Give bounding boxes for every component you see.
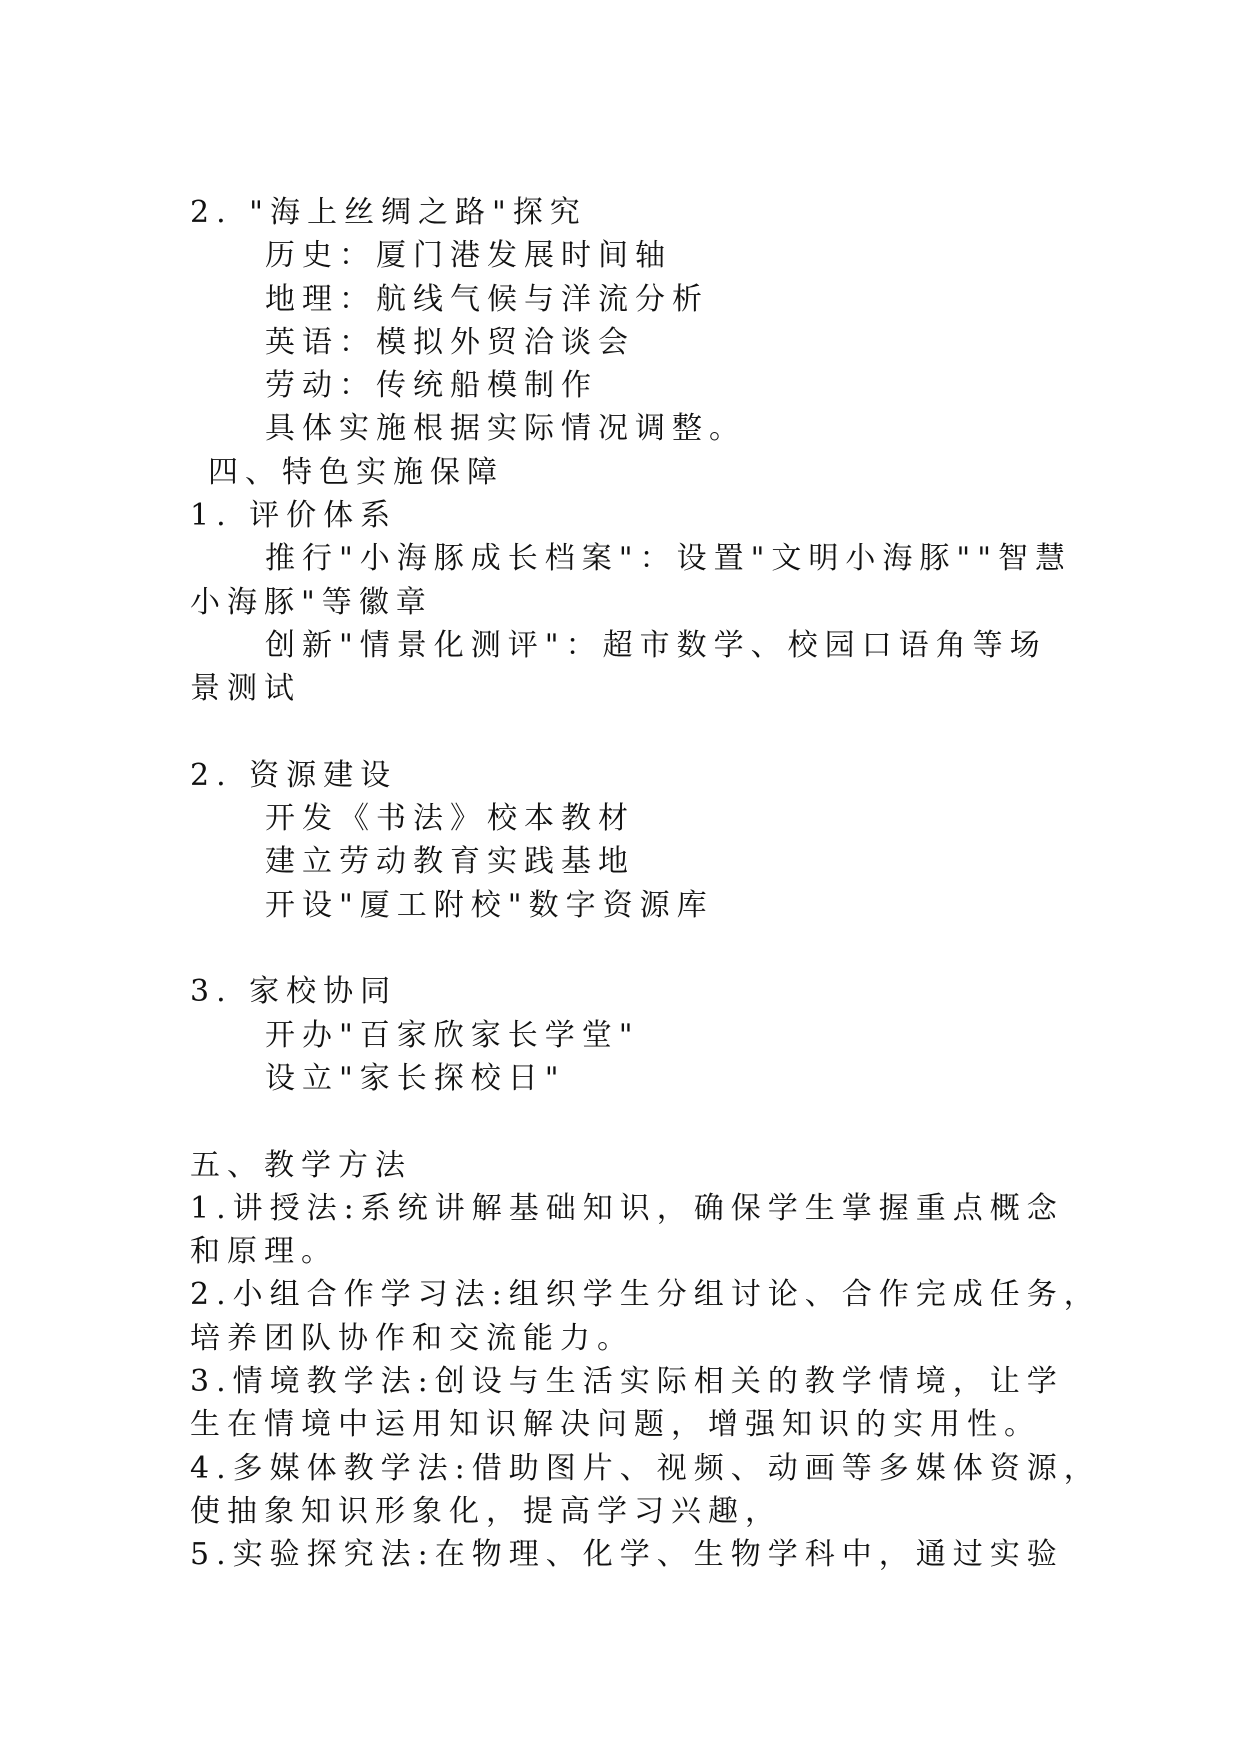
resources-item-library: 开设"厦工附校"数字资源库 xyxy=(265,887,714,923)
maritime-item-history: 历史：厦门港发展时间轴 xyxy=(265,238,672,274)
method-line: 生在情境中运用知识解决问题，增强知识的实用性。 xyxy=(190,1407,1041,1443)
home-school-item-visit-day: 设立"家长探校日" xyxy=(265,1060,566,1096)
maritime-item-labor: 劳动：传统船模制作 xyxy=(265,368,598,404)
resources-item-textbook: 开发《书法》校本教材 xyxy=(265,801,635,837)
section-five-heading: 五、教学方法 xyxy=(190,1147,412,1183)
evaluation-item2-line2: 景测试 xyxy=(190,671,301,707)
method-line: 3.情境教学法:创设与生活实际相关的教学情境，让学 xyxy=(190,1364,1064,1400)
spacer xyxy=(190,711,1070,754)
method-line: 培养团队协作和交流能力。 xyxy=(190,1320,634,1356)
maritime-item-english: 英语：模拟外贸洽谈会 xyxy=(265,324,635,360)
evaluation-item1-line2: 小海豚"等徽章 xyxy=(190,584,433,620)
maritime-item-geography: 地理：航线气候与洋流分析 xyxy=(265,281,709,317)
evaluation-item1-line1: 推行"小海豚成长档案"：设置"文明小海豚""智慧 xyxy=(265,541,1072,577)
method-line: 5.实验探究法:在物理、化学、生物学科中，通过实验 xyxy=(190,1537,1064,1573)
spacer xyxy=(190,927,1070,970)
evaluation-title: 1. 评价体系 xyxy=(190,498,398,534)
evaluation-item2-line1: 创新"情景化测评"：超市数学、校园口语角等场 xyxy=(265,627,1047,663)
home-school-item-parents-class: 开办"百家欣家长学堂" xyxy=(265,1017,640,1053)
spacer xyxy=(190,1100,1070,1143)
method-line: 和原理。 xyxy=(190,1234,338,1270)
method-line: 2.小组合作学习法:组织学生分组讨论、合作完成任务， xyxy=(190,1277,1101,1313)
method-line: 1.讲授法:系统讲解基础知识，确保学生掌握重点概念 xyxy=(190,1190,1064,1226)
method-line: 4.多媒体教学法:借助图片、视频、动画等多媒体资源， xyxy=(190,1450,1101,1486)
method-line: 使抽象知识形象化，提高学习兴趣， xyxy=(190,1493,782,1529)
resources-title: 2. 资源建设 xyxy=(190,757,398,793)
maritime-title: 2. "海上丝绸之路"探究 xyxy=(190,195,587,230)
resources-item-base: 建立劳动教育实践基地 xyxy=(265,844,635,880)
document-body xyxy=(190,191,1101,1577)
section-four-heading: 四、特色实施保障 xyxy=(208,454,504,490)
maritime-item-note: 具体实施根据实际情况调整。 xyxy=(265,411,746,447)
home-school-title: 3. 家校协同 xyxy=(190,974,398,1010)
